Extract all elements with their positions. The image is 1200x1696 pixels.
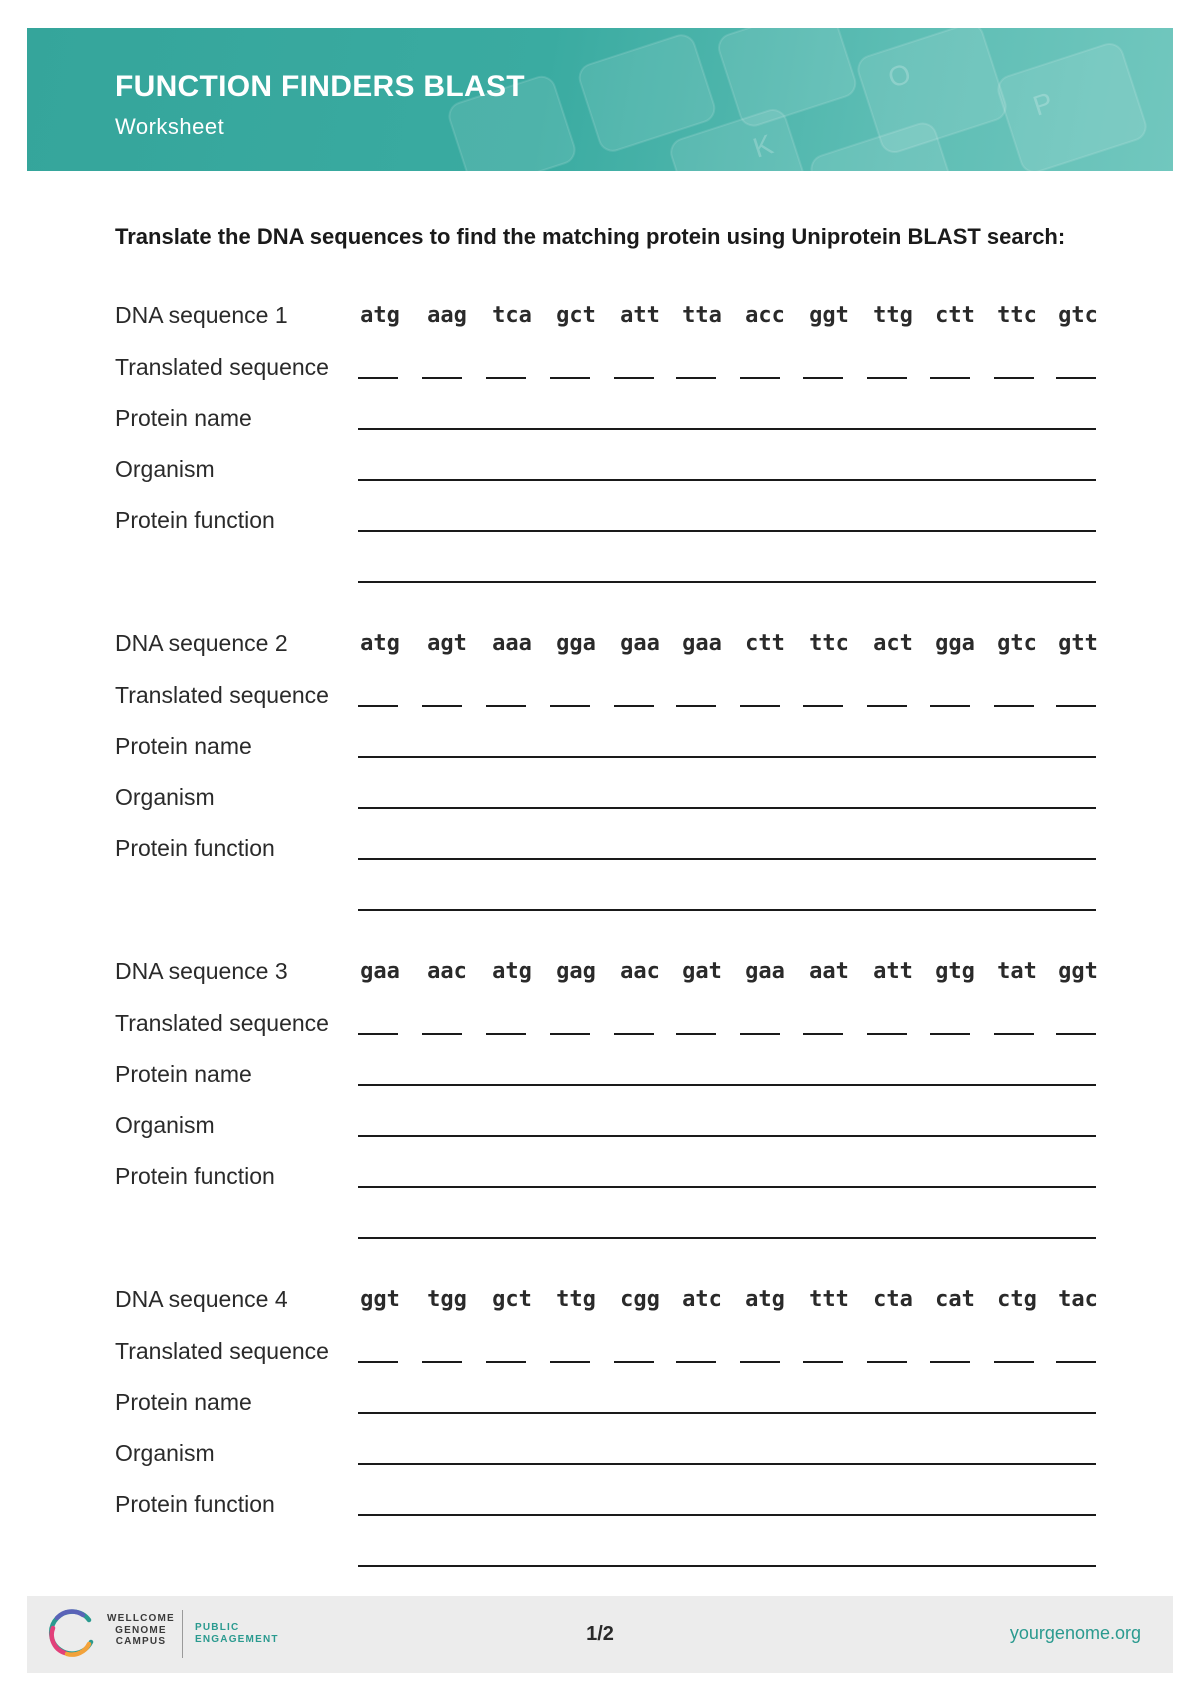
amino-acid-blank[interactable] [930,377,970,379]
codon: att [620,303,660,328]
dna-sequence-section [0,953,1200,1253]
amino-acid-blank[interactable] [994,1361,1034,1363]
codon: tca [492,303,532,328]
amino-acid-blank[interactable] [740,1361,780,1363]
website-link[interactable]: yourgenome.org [1009,1623,1141,1643]
amino-acid-blank[interactable] [994,377,1034,379]
codon: ctg [997,1287,1037,1312]
amino-acid-blank[interactable] [486,1033,526,1035]
protein-function-answer-line[interactable] [358,1514,1096,1516]
codon: ttc [809,631,849,656]
codon: atg [360,631,400,656]
footer [27,1596,1173,1673]
worksheet-subtitle: Worksheet [115,114,225,139]
wellcome-genome-campus-logo [45,1608,97,1660]
codon: gct [556,303,596,328]
codon: gtt [1058,631,1098,656]
key-letter: K [749,128,777,164]
amino-acid-blank[interactable] [486,377,526,379]
dna-sequence-label: DNA sequence 1 [115,302,288,328]
engage-line: PUBLIC [195,1622,240,1633]
codon: tta [682,303,722,328]
codon: ggt [809,303,849,328]
amino-acid-blank[interactable] [486,1361,526,1363]
codon: ctt [745,631,785,656]
codon: aat [809,959,849,984]
amino-acid-blank[interactable] [676,705,716,707]
amino-acid-blank[interactable] [867,1033,907,1035]
amino-acid-blank[interactable] [358,377,398,379]
amino-acid-blank[interactable] [676,1033,716,1035]
protein-name-answer-line[interactable] [358,1412,1096,1414]
protein-function-answer-line-2[interactable] [358,581,1096,583]
key-letter: P [1029,86,1057,122]
amino-acid-blank[interactable] [676,1361,716,1363]
amino-acid-blank[interactable] [358,705,398,707]
amino-acid-blank[interactable] [486,705,526,707]
amino-acid-blank[interactable] [614,377,654,379]
organism-label: Organism [115,1440,215,1466]
codon: ttg [556,1287,596,1312]
codon: gaa [682,631,722,656]
protein-function-answer-line-2[interactable] [358,909,1096,911]
amino-acid-blank[interactable] [740,377,780,379]
amino-acid-blank[interactable] [867,705,907,707]
codon: atg [360,303,400,328]
logo-divider [182,1610,183,1658]
amino-acid-blank[interactable] [614,705,654,707]
engage-line: ENGAGEMENT [195,1633,279,1645]
organism-answer-line[interactable] [358,1135,1096,1137]
codon: cat [935,1287,975,1312]
public-engagement-wordmark [195,1622,279,1645]
amino-acid-blank[interactable] [422,1361,462,1363]
dna-sequence-section [0,1281,1200,1581]
amino-acid-blank[interactable] [1056,377,1096,379]
codon: gga [556,631,596,656]
protein-function-label: Protein function [115,507,275,533]
protein-function-label: Protein function [115,835,275,861]
protein-function-label: Protein function [115,1163,275,1189]
codon: ttg [873,303,913,328]
amino-acid-blank[interactable] [803,705,843,707]
dna-sequence-section [0,297,1200,597]
amino-acid-blank[interactable] [803,1033,843,1035]
protein-function-answer-line[interactable] [358,530,1096,532]
logo-line: GENOME [115,1624,167,1636]
codon: gaa [620,631,660,656]
amino-acid-blank[interactable] [550,1033,590,1035]
codon: agt [427,631,467,656]
organism-answer-line[interactable] [358,1463,1096,1465]
codon: cta [873,1287,913,1312]
codon: att [873,959,913,984]
codon: gaa [745,959,785,984]
instruction-text: Translate the DNA sequences to find the matching protein using Uniprotein BLAST search: [115,224,1066,249]
codon: gtc [997,631,1037,656]
codon: tat [997,959,1037,984]
protein-name-label: Protein name [115,405,252,431]
dna-sequence-section [0,625,1200,925]
amino-acid-blank[interactable] [930,1033,970,1035]
amino-acid-blank[interactable] [930,1361,970,1363]
amino-acid-blank[interactable] [867,1361,907,1363]
codon: gtg [935,959,975,984]
amino-acid-blank[interactable] [422,705,462,707]
amino-acid-blank[interactable] [614,1361,654,1363]
codon: aac [427,959,467,984]
organism-answer-line[interactable] [358,807,1096,809]
amino-acid-blank[interactable] [1056,1361,1096,1363]
amino-acid-blank[interactable] [1056,705,1096,707]
codon: ttc [997,303,1037,328]
codon: atg [492,959,532,984]
codon: tgg [427,1287,467,1312]
codon: gat [682,959,722,984]
protein-function-label: Protein function [115,1491,275,1517]
protein-name-answer-line[interactable] [358,1084,1096,1086]
codon: atg [745,1287,785,1312]
amino-acid-blank[interactable] [994,705,1034,707]
codon: gga [935,631,975,656]
protein-name-answer-line[interactable] [358,756,1096,758]
codon: ctt [935,303,975,328]
dna-sequence-label: DNA sequence 3 [115,958,288,984]
protein-function-answer-line-2[interactable] [358,1237,1096,1239]
amino-acid-blank[interactable] [803,377,843,379]
amino-acid-blank[interactable] [614,1033,654,1035]
amino-acid-blank[interactable] [550,1361,590,1363]
protein-function-answer-line-2[interactable] [358,1565,1096,1567]
logo-wordmark [107,1613,175,1648]
page-number: 1/2 [586,1623,614,1645]
logo-line: CAMPUS [115,1636,167,1647]
protein-name-answer-line[interactable] [358,428,1096,430]
amino-acid-blank[interactable] [867,377,907,379]
codon: act [873,631,913,656]
codon: cgg [620,1287,660,1312]
amino-acid-blank[interactable] [422,377,462,379]
amino-acid-blank[interactable] [422,1033,462,1035]
amino-acid-blank[interactable] [550,705,590,707]
amino-acid-blank[interactable] [676,377,716,379]
translated-sequence-label: Translated sequence [115,354,329,380]
logo-line: WELLCOME [107,1613,175,1624]
protein-name-label: Protein name [115,733,252,759]
dna-sequence-label: DNA sequence 2 [115,630,288,656]
header-banner [27,28,1173,171]
codon: gct [492,1287,532,1312]
codon: gag [556,959,596,984]
amino-acid-blank[interactable] [740,1033,780,1035]
codon: acc [745,303,785,328]
amino-acid-blank[interactable] [1056,1033,1096,1035]
amino-acid-blank[interactable] [358,1033,398,1035]
amino-acid-blank[interactable] [994,1033,1034,1035]
amino-acid-blank[interactable] [358,1361,398,1363]
dna-sequence-label: DNA sequence 4 [115,1286,288,1312]
organism-label: Organism [115,456,215,482]
organism-label: Organism [115,784,215,810]
codon: aaa [492,631,532,656]
codon: ggt [1058,959,1098,984]
codon: aag [427,303,467,328]
codon: atc [682,1287,722,1312]
amino-acid-blank[interactable] [803,1361,843,1363]
translated-sequence-label: Translated sequence [115,682,329,708]
amino-acid-blank[interactable] [550,377,590,379]
codon: ggt [360,1287,400,1312]
codon: aac [620,959,660,984]
translated-sequence-label: Translated sequence [115,1010,329,1036]
protein-name-label: Protein name [115,1389,252,1415]
codon: gtc [1058,303,1098,328]
organism-answer-line[interactable] [358,479,1096,481]
protein-function-answer-line[interactable] [358,858,1096,860]
key-letter: O [884,57,915,94]
codon: gaa [360,959,400,984]
amino-acid-blank[interactable] [740,705,780,707]
amino-acid-blank[interactable] [930,705,970,707]
worksheet-title: FUNCTION FINDERS BLAST [115,70,525,103]
codon: ttt [809,1287,849,1312]
protein-name-label: Protein name [115,1061,252,1087]
codon: tac [1058,1287,1098,1312]
protein-function-answer-line[interactable] [358,1186,1096,1188]
translated-sequence-label: Translated sequence [115,1338,329,1364]
organism-label: Organism [115,1112,215,1138]
